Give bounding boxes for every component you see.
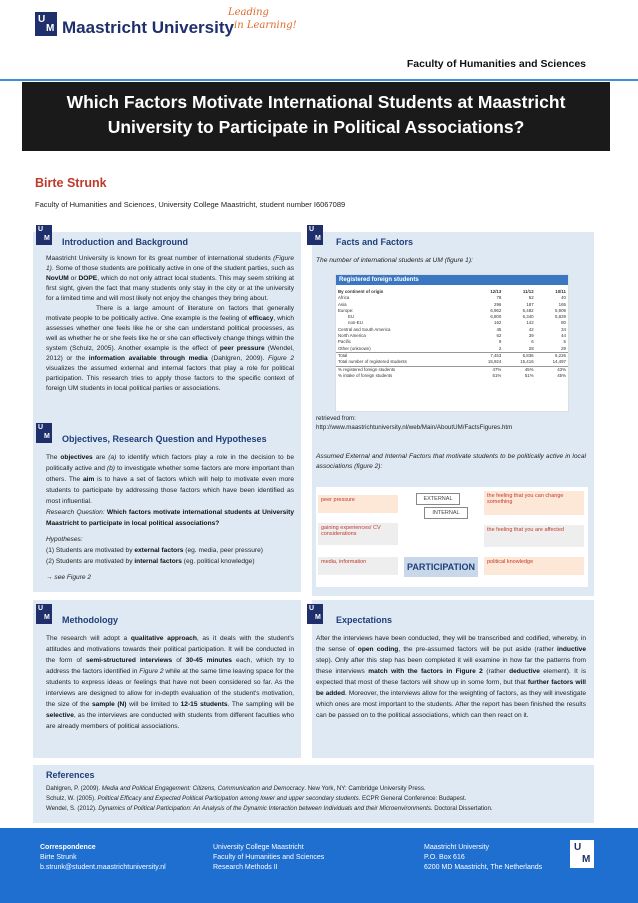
table-header: By continent of origin 12/13 11/12 10/11 — [338, 289, 566, 294]
footer-correspondence: Correspondence Birte Strunk b.strunk@student.maastrichtuniversity.nl — [40, 844, 166, 871]
slogan: Leading in Learning! — [228, 7, 297, 31]
table-row: Other (unknown) 2 28 29 — [338, 345, 566, 351]
um-badge-icon: U M — [36, 604, 52, 624]
objectives-title: Objectives, Research Question and Hypotheses — [62, 434, 267, 444]
table-row: % intake of foreign students 51% 51% 45% — [338, 372, 566, 378]
intro-text: Maastricht University is known for its great number of international students (Figure 1). Some of those students are politically active in one of the student parties, such as NovUM or DOPE, which do not only attract local students. This may seem striking at first sight, given the fact that many students only stay in the city or at the university for a limited time and will most likely not enjoy the changes they bring about. There is a large amount of literature on factors that generally motivate people to be politically active. One example is the feeling of efficacy, which assesses whether one feels like he or she can understand political processes, as well as whether he or she feels like he or she can effectively change things within the system (Schulz, 2005). Another example is the effect of peer pressure (Wendel, 2012) or the information available through media (Dahlgren, 2009). Figure 2 visualizes the assumed external and internal factors that play a role for political participation. This research tries to apply those factors to the specific context of foreign UM students in local political parties or associations. — [46, 255, 295, 392]
expectations-text: After the interviews have been conducted, they will be transcribed and codified, whereby, in the sense of open coding, the pre-assumed factors will be put aside (rather inductive step). Only after this step has been completed it will examine in how far the patterns from these interviews match with the factors in Figure 2 (rather deductive element). It is expected that most of these factors will show up in some form, but that further factors will be added. Moreover, the interviews allow for the weighting of factors, as they will investigate which ones are most important to the students. After the report has been finished the results can be passed on to the political associations, which can then react on it. — [316, 635, 586, 719]
methodology-text: The research will adopt a qualitative approach, as it deals with the student's attitudes and motivations towards their political participation. It will be conducted in the form of semi-structured interviews of 30-45 minutes each, which try to address the factors identified in Figure 2 while at the same time leaving space for the students to express ideas or feelings that have not been considered so far. As the interviews are designed to allow for in-depth evaluation of the student's motivation, the size of the sample (N) will be limited to 12-15 students. The sampling will be selective, as the interviews are conducted with students from different faculties who are already members of political associations. — [46, 635, 295, 730]
expectations-title: Expectations — [336, 615, 393, 625]
table-title: Registered foreign students — [336, 275, 568, 285]
source-reference: retrieved from: http://www.maastrichtuniversity.nl/web/Main/AboutUM/FactsFigures.htm — [316, 415, 513, 431]
footer-logo-icon: U M — [570, 840, 594, 868]
table-row: North America 62 39 44 — [338, 333, 566, 339]
figure2-caption: Assumed External and Internal Factors that motivate students to be politically active in local associations (figure 2): — [316, 453, 586, 470]
table-row: Africa 78 52 40 — [338, 295, 566, 301]
participation-box: PARTICIPATION — [404, 557, 478, 577]
figure1-table — [335, 274, 569, 412]
figure2-diagram — [316, 487, 588, 587]
change-box: the feeling that you can change something — [484, 491, 584, 515]
header-divider — [0, 79, 638, 81]
faculty-label: Faculty of Humanities and Sciences — [406, 58, 586, 70]
media-box: media, information — [318, 557, 398, 575]
um-badge-icon: U M — [36, 423, 52, 443]
table-row: Total number of registered students 15,924 15,416 14,497 — [338, 359, 566, 365]
um-badge-icon: U M — [36, 225, 52, 245]
table-row: Europe: 6,962 6,482 5,909 — [338, 307, 566, 313]
table-row: Total 7,453 6,836 6,226 — [338, 352, 566, 358]
intro-title: Introduction and Background — [62, 237, 188, 247]
references-list: Dahlgren, P. (2009). Media and Political Engagement: Citizens, Communication and Democracy. New York, NY: Cambridge University Press. Schulz, W. (2005). Political Efficacy and Expected Political Participation among lower and upper secondary students. ECPR General Conference: Budapest. Wendel, S. (2012). Dynamics of Political Participation: An Analysis of the Dynamic Interaction between Individuals and their Microenvironments. Doctoral Dissertation. — [46, 785, 493, 812]
affiliation: Faculty of Humanities and Sciences, University College Maastricht, student number I6067089 — [35, 200, 346, 209]
table-row: Asia 296 187 165 — [338, 301, 566, 307]
figure1-caption: The number of international students at UM (figure 1): — [316, 257, 473, 264]
footer-college: University College Maastricht Faculty of Humanities and Sciences Research Methods II — [213, 844, 325, 871]
table-row: Central and South America 45 42 34 — [338, 326, 566, 332]
table-row: EU 6,800 6,340 5,829 — [348, 314, 566, 320]
facts-title: Facts and Factors — [336, 237, 414, 247]
university-name: Maastricht University — [62, 18, 234, 37]
um-badge-icon: U M — [307, 604, 323, 624]
peer-pressure-box: peer pressure — [318, 495, 398, 513]
objectives-text: The objectives are (a) to identify which factors play a role in the decision to be politically active and (b) to investigate whether some factors are more important than others. The aim is to have a set of factors which will help to motivate even more students to participate by addressing those factors which have been identified as most influential. Research Question: Which factors motivate international students at University Maastricht to participate in local political associations? Hypotheses: (1) Students are motivated by external factors (eg. media, peer pressure) (2) Students are motivated by internal factors (eg. political knowledge) → see Figure 2 — [46, 454, 294, 581]
author-name: Birte Strunk — [35, 176, 107, 190]
methodology-title: Methodology — [62, 615, 118, 625]
table-row: % registered foreign students 47% 45% 43% — [338, 366, 566, 372]
experience-box: gaining experiences/ CV considerations — [318, 523, 398, 545]
affected-box: the feeling that you are affected — [484, 525, 584, 547]
table-row: non-EU 162 142 80 — [348, 320, 566, 326]
knowledge-box: political knowledge — [484, 557, 584, 575]
um-logo-icon: U M — [35, 12, 57, 36]
internal-arrow: INTERNAL — [424, 507, 468, 519]
references-title: References — [46, 770, 95, 780]
table-row: Pacific 9 6 5 — [338, 339, 566, 345]
footer-address: Maastricht University P.O. Box 616 6200 MD Maastricht, The Netherlands — [424, 844, 543, 871]
um-badge-icon: U M — [307, 225, 323, 245]
poster-title: Which Factors Motivate International Students at Maastricht University to Participate in Political Associations? — [22, 82, 610, 151]
external-arrow: EXTERNAL — [416, 493, 460, 505]
